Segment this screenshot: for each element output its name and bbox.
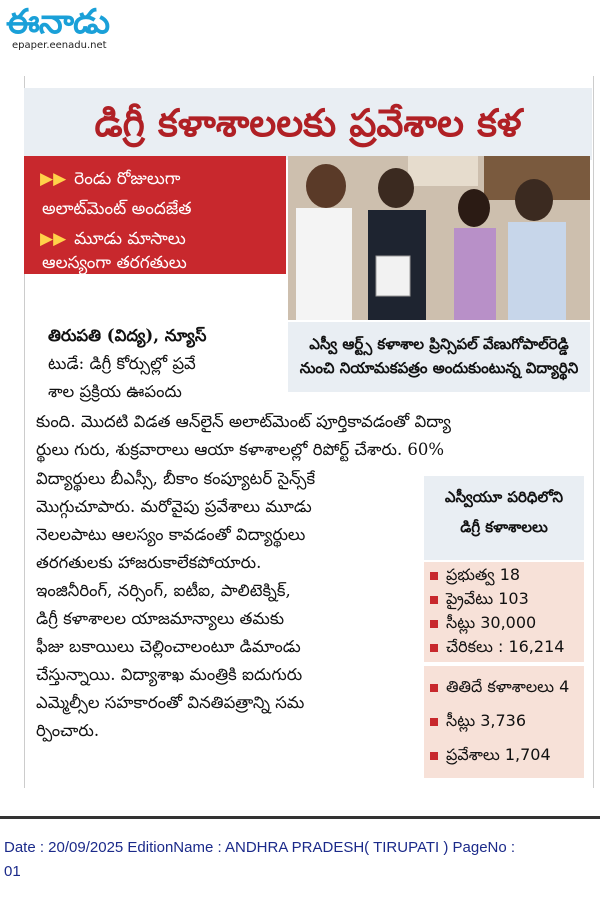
fast-forward-icon: ▶▶ bbox=[40, 169, 67, 189]
bullet-icon bbox=[430, 718, 438, 726]
highlight-2: ▶▶ మూడు మాసాలు bbox=[40, 229, 186, 249]
edition-footer bbox=[4, 836, 594, 884]
highlights-box bbox=[24, 156, 286, 274]
body-line: ర్పించారు. bbox=[36, 721, 100, 740]
highlight-1-line-2: అలాట్‌మెంట్‌ అందజేత bbox=[42, 199, 192, 219]
body-line: తరగతులకు హాజరుకాలేకపోయారు. bbox=[36, 553, 262, 572]
bullet-icon bbox=[430, 684, 438, 692]
body-line: చేస్తున్నాయి. విద్యాశాఖ మంత్రికి ఐదుగురు bbox=[36, 665, 303, 684]
body-column-lead bbox=[48, 322, 282, 406]
dateline: తిరుపతి (విద్య), న్యూస్‌ bbox=[48, 326, 207, 345]
body-column-main bbox=[36, 465, 416, 745]
bullet-icon bbox=[430, 644, 438, 652]
body-line: డిగ్రీ కళాశాలల యాజమాన్యాలు తమకు bbox=[36, 609, 285, 628]
article-headline: డిగ్రీ కళాశాలలకు ప్రవేశాల కళ bbox=[94, 101, 522, 145]
body-line: టుడే: డిగ్రీ కోర్సుల్లో ప్రవే bbox=[48, 354, 196, 373]
caption-line-1: ఎస్వీ ఆర్ట్స్‌ కళాశాల ప్రిన్సిపల్‌ వేణుగోపాల్‌రెడ్డి bbox=[309, 335, 569, 353]
body-line: ర్థులు గురు, శుక్రవారాలు ఆయా కళాశాలల్లో రిపోర్ట్‌ చేశారు. 60% bbox=[36, 440, 445, 459]
stat-item: ప్రవేశాలు 1,704 bbox=[430, 742, 551, 768]
logo-text: ఈనాడు bbox=[6, 2, 110, 42]
stats-list-ttd bbox=[424, 666, 584, 778]
logo-url: epaper.eenadu.net bbox=[12, 40, 107, 51]
body-line: ఇంజినీరింగ్, నర్సింగ్, ఐటీఐ, పాలిటెక్నిక్, bbox=[36, 581, 291, 600]
stat-item: ప్రైవేటు 103 bbox=[430, 586, 529, 612]
stat-item: ప్రభుత్వ 18 bbox=[430, 562, 520, 588]
stat-item: తితిదే కళాశాలలు 4 bbox=[430, 674, 569, 700]
caption-line-2: నుంచి నియామకపత్రం అందుకుంటున్న విద్యార్థిని bbox=[299, 359, 579, 377]
body-line: నెలలపాటు ఆలస్యం కావడంతో విద్యార్థులు bbox=[36, 525, 306, 544]
highlight-1: ▶▶ రెండు రోజులుగా bbox=[40, 169, 181, 189]
body-line: మొగ్గుచూపారు. మరోవైపు ప్రవేశాలు మూడు bbox=[36, 497, 312, 516]
sidebar-title-line-1: ఎస్వీయూ పరిధిలోని bbox=[444, 488, 564, 506]
body-line: ఎమ్మెల్సీల సహకారంతో వినతిపత్రాన్ని సమ bbox=[36, 693, 305, 712]
sidebar-title-line-2: డిగ్రీ కళాశాలలు bbox=[460, 518, 548, 536]
bullet-icon bbox=[430, 620, 438, 628]
highlight-2-line-2: ఆలస్యంగా తరగతులు bbox=[42, 253, 187, 273]
footer-line-2: 01 bbox=[4, 863, 21, 880]
stats-sidebar bbox=[424, 476, 584, 788]
body-line: ఫీజు బకాయిలు చెల్లించాలంటూ డిమాండు bbox=[36, 637, 301, 656]
stats-list-svu bbox=[424, 562, 584, 662]
stat-item: చేరికలు : 16,214 bbox=[430, 634, 564, 660]
eenadu-logo[interactable] bbox=[4, 2, 139, 54]
photo-caption bbox=[288, 322, 590, 392]
body-line: కుంది. మొదటి విడత ఆన్‌లైన్‌ అలాట్‌మెంట్‌ పూర్తికావడంతో విద్యా bbox=[36, 412, 451, 431]
bullet-icon bbox=[430, 572, 438, 580]
stat-item: సీట్లు 3,736 bbox=[430, 708, 526, 734]
bullet-icon bbox=[430, 752, 438, 760]
bullet-icon bbox=[430, 596, 438, 604]
sidebar-title bbox=[424, 476, 584, 560]
body-full-width bbox=[36, 408, 588, 464]
stat-item: సీట్లు 30,000 bbox=[430, 610, 536, 636]
fast-forward-icon: ▶▶ bbox=[40, 229, 67, 249]
news-photo bbox=[288, 156, 590, 320]
body-line: విద్యార్థులు బీఎస్సీ, బీకాం కంప్యూటర్‌ సైన్స్‌కే bbox=[36, 469, 316, 488]
body-line: శాల ప్రక్రియ ఊపందు bbox=[48, 382, 182, 401]
footer-divider bbox=[0, 816, 600, 819]
footer-line-1: Date : 20/09/2025 EditionName : ANDHRA PRADESH( TIRUPATI ) PageNo : bbox=[4, 839, 516, 856]
